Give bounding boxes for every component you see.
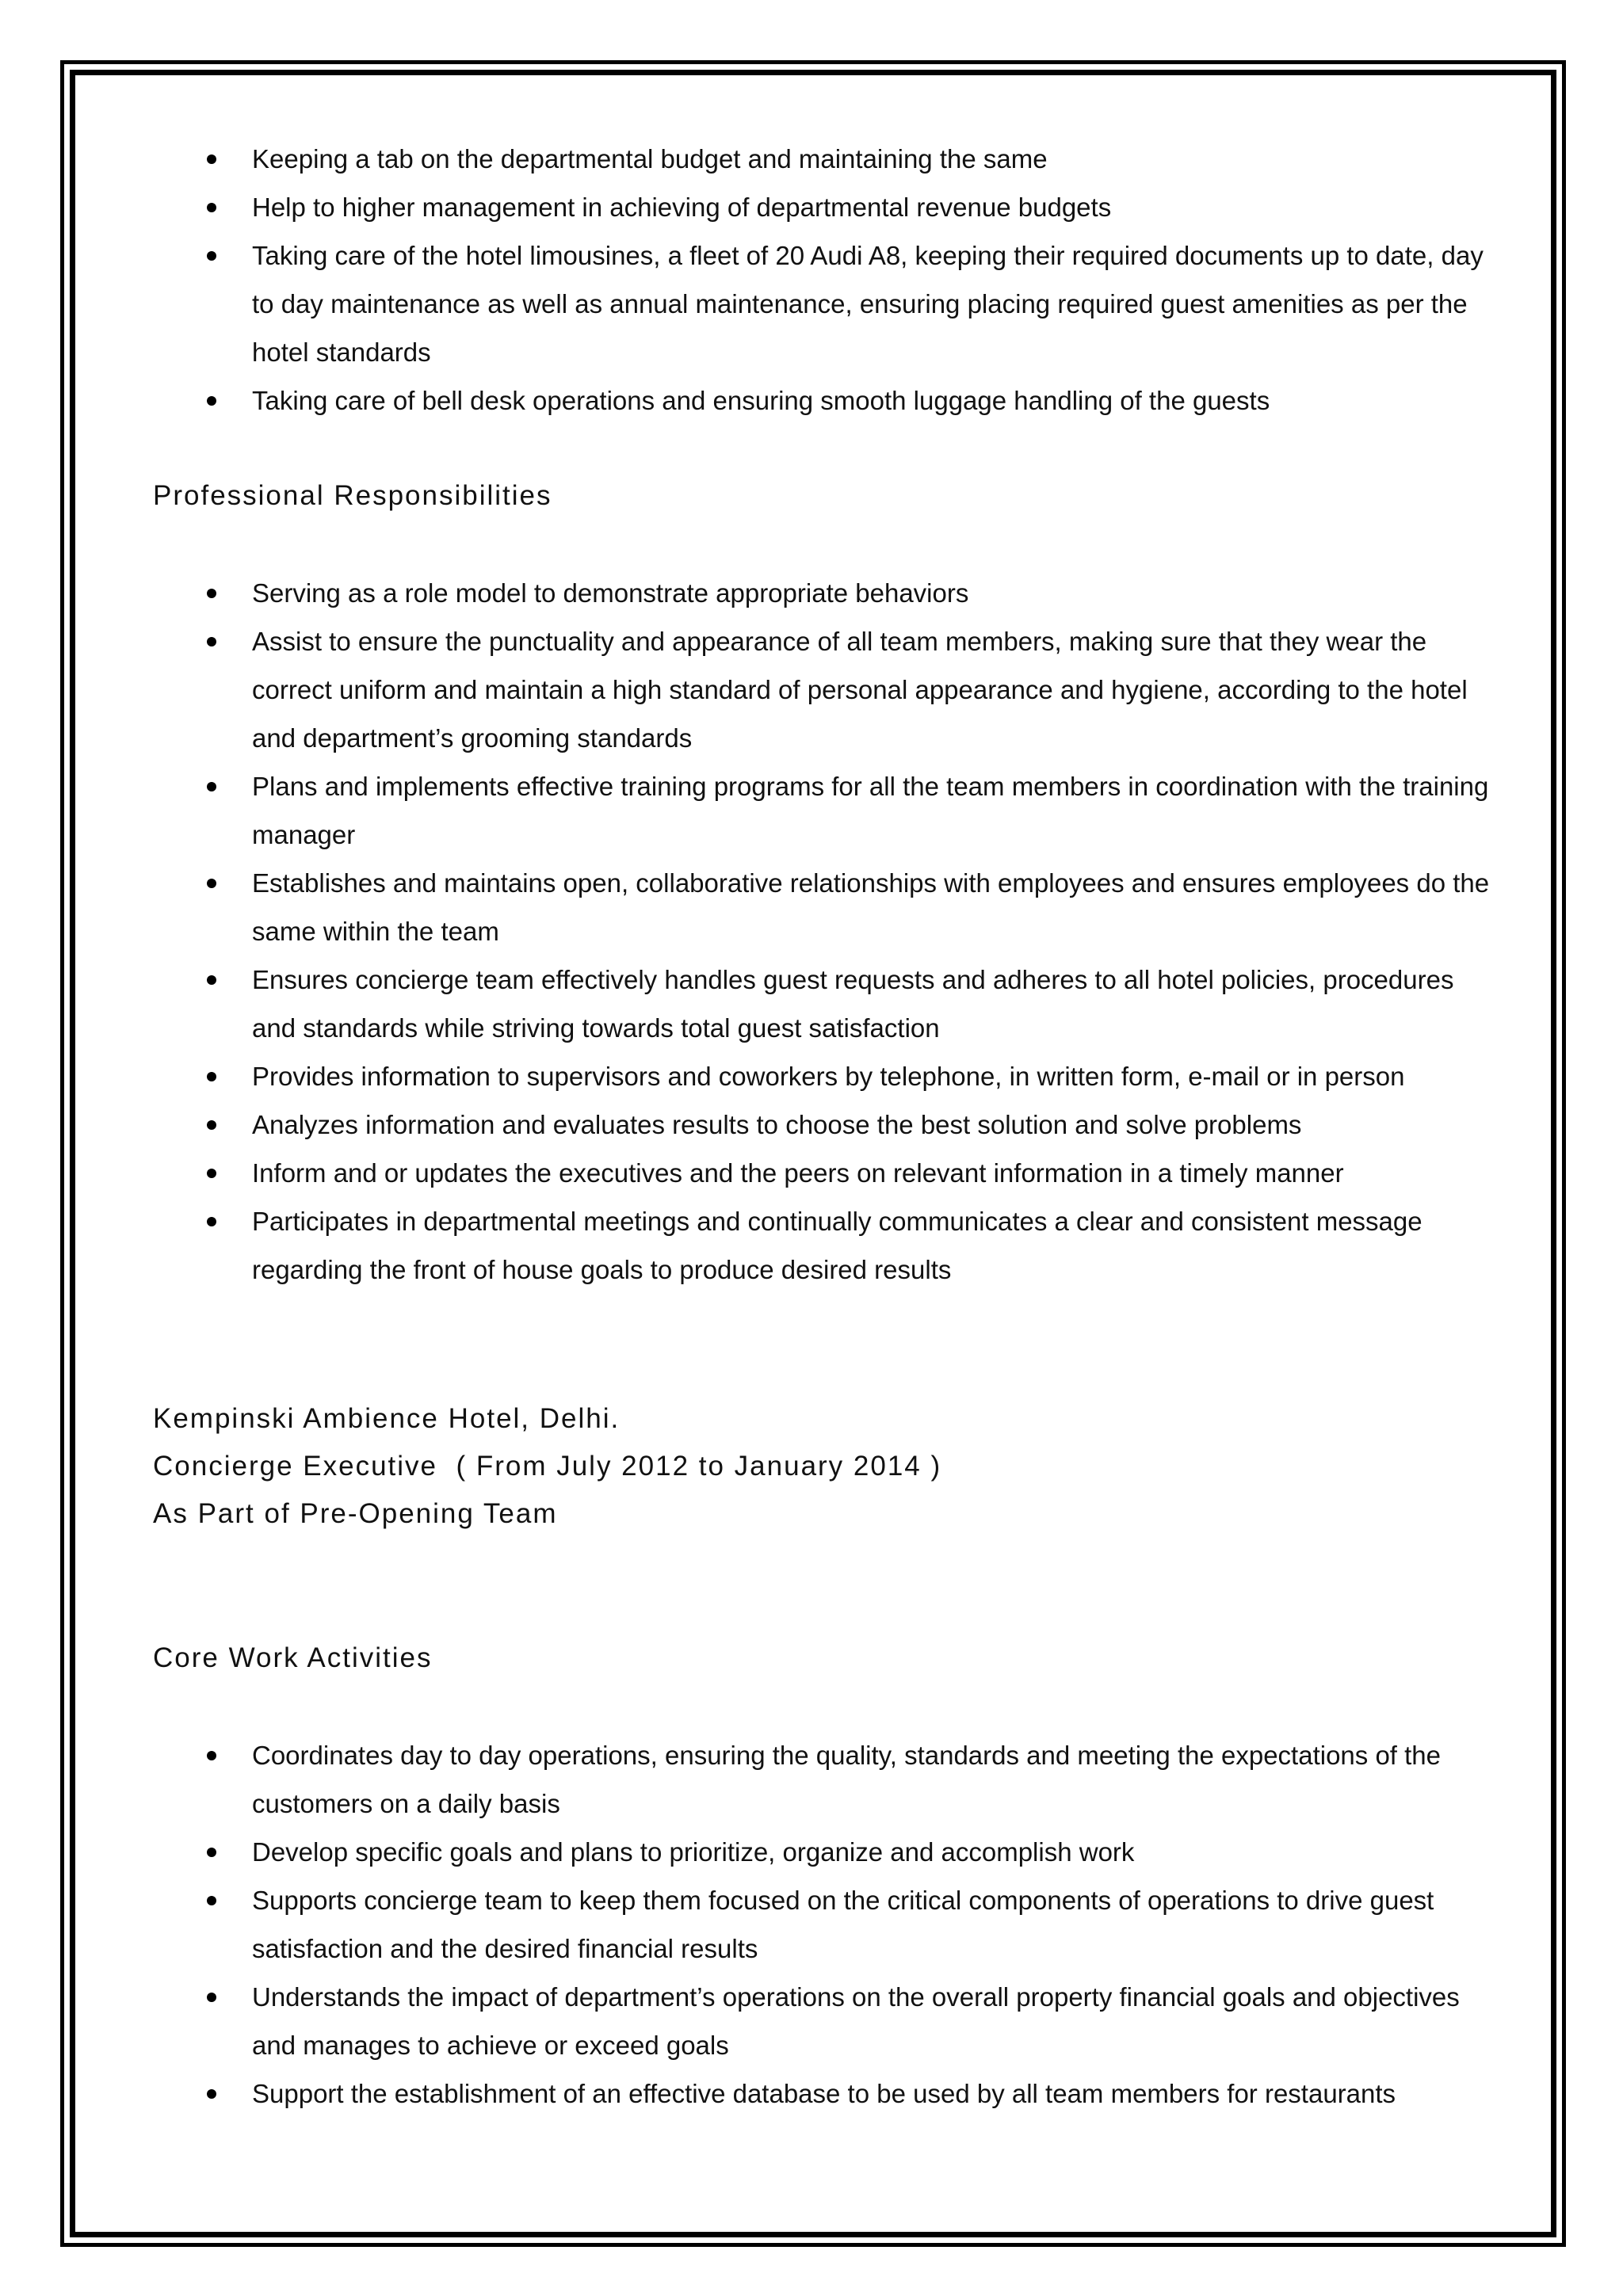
bullet-icon xyxy=(207,589,216,598)
section1-list xyxy=(153,135,1500,425)
bullet-icon xyxy=(207,975,216,985)
bullet-icon xyxy=(207,1120,216,1130)
core-work-activities-heading: Core Work Activities xyxy=(153,1642,433,1673)
job-note-heading: As Part of Pre-Opening Team xyxy=(153,1498,558,1529)
list-item: Develop specific goals and plans to prioritize, organize and accomplish work xyxy=(153,1828,1500,1876)
list-item: Keeping a tab on the departmental budget and maintaining the same xyxy=(153,135,1500,183)
bullet-icon xyxy=(207,879,216,888)
bullet-icon xyxy=(207,1993,216,2002)
professional-responsibilities-list xyxy=(153,569,1500,1294)
employer-heading: Kempinski Ambience Hotel, Delhi. xyxy=(153,1403,621,1434)
bullet-icon xyxy=(207,154,216,164)
professional-responsibilities-heading: Professional Responsibilities xyxy=(153,480,552,511)
list-item: Taking care of the hotel limousines, a fleet of 20 Audi A8, keeping their required documents up to date, day to day maintenance as well as annual maintenance, ensuring placing required guest amenities as per the hotel standards xyxy=(153,231,1500,376)
bullet-icon xyxy=(207,396,216,406)
bullet-icon xyxy=(207,2089,216,2099)
bullet-icon xyxy=(207,1169,216,1178)
bullet-icon xyxy=(207,1896,216,1905)
resume-page-content xyxy=(153,135,1500,2118)
list-item: Serving as a role model to demonstrate appropriate behaviors xyxy=(153,569,1500,617)
list-item: Support the establishment of an effective database to be used by all team members for restaurants xyxy=(153,2069,1500,2118)
bullet-icon xyxy=(207,251,216,261)
list-item: Provides information to supervisors and coworkers by telephone, in written form, e-mail or in person xyxy=(153,1052,1500,1100)
bullet-icon xyxy=(207,782,216,791)
bullet-icon xyxy=(207,1217,216,1226)
list-item: Understands the impact of department’s operations on the overall property financial goals and objectives and manages to achieve or exceed goals xyxy=(153,1973,1500,2069)
bullet-icon xyxy=(207,1751,216,1760)
bullet-icon xyxy=(207,637,216,646)
job-title-heading: Concierge Executive ( From July 2012 to January 2014 ) xyxy=(153,1451,942,1482)
list-item: Taking care of bell desk operations and ensuring smooth luggage handling of the guests xyxy=(153,376,1500,425)
list-item: Inform and or updates the executives and the peers on relevant information in a timely manner xyxy=(153,1149,1500,1197)
bullet-icon xyxy=(207,203,216,212)
list-item: Coordinates day to day operations, ensuring the quality, standards and meeting the expectations of the customers on a daily basis xyxy=(153,1731,1500,1828)
bullet-icon xyxy=(207,1072,216,1081)
list-item: Participates in departmental meetings and continually communicates a clear and consistent message regarding the front of house goals to produce desired results xyxy=(153,1197,1500,1294)
list-item: Assist to ensure the punctuality and appearance of all team members, making sure that they wear the correct uniform and maintain a high standard of personal appearance and hygiene, according to the hotel and department’s grooming standards xyxy=(153,617,1500,762)
list-item: Help to higher management in achieving of departmental revenue budgets xyxy=(153,183,1500,231)
list-item: Analyzes information and evaluates results to choose the best solution and solve problems xyxy=(153,1100,1500,1149)
list-item: Ensures concierge team effectively handles guest requests and adheres to all hotel policies, procedures and standards while striving towards total guest satisfaction xyxy=(153,955,1500,1052)
list-item: Establishes and maintains open, collaborative relationships with employees and ensures employees do the same within the team xyxy=(153,859,1500,955)
core-work-activities-list xyxy=(153,1731,1500,2118)
list-item: Plans and implements effective training programs for all the team members in coordination with the training manager xyxy=(153,762,1500,859)
bullet-icon xyxy=(207,1848,216,1857)
list-item: Supports concierge team to keep them focused on the critical components of operations to drive guest satisfaction and the desired financial results xyxy=(153,1876,1500,1973)
